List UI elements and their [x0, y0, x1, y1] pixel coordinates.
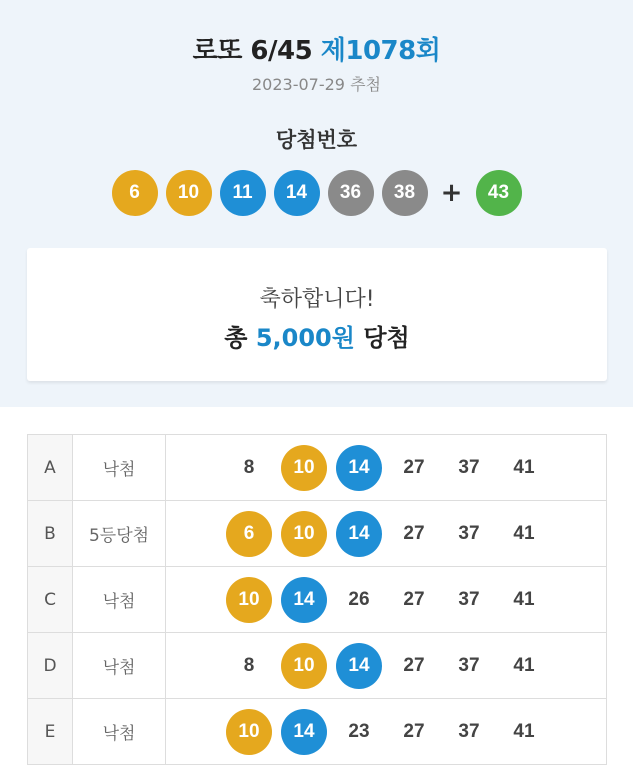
ticket-number: 27 [403, 457, 425, 478]
ticket-number: 14 [281, 577, 327, 623]
ticket-number: 8 [243, 457, 255, 478]
table-row [27, 633, 607, 699]
result-card [27, 248, 607, 381]
ticket-number: 14 [336, 511, 382, 557]
game-name: 로또 6/45 [192, 36, 313, 66]
winning-ball: 11 [220, 170, 266, 216]
winning-numbers [0, 170, 633, 216]
ticket-number: 27 [403, 655, 425, 676]
plus-icon: + [440, 178, 463, 208]
bonus-ball: 43 [476, 170, 522, 216]
ticket-number: 6 [226, 511, 272, 557]
ticket-numbers [166, 567, 607, 632]
winning-numbers-label: 당첨번호 [275, 128, 358, 152]
winning-ball: 10 [166, 170, 212, 216]
winning-ball: 36 [328, 170, 374, 216]
ticket-letter: C [27, 567, 73, 632]
ticket-number: 41 [513, 721, 535, 742]
ticket-result: 낙첨 [73, 567, 166, 632]
ticket-letter: E [27, 699, 73, 764]
ticket-number: 41 [513, 589, 535, 610]
ticket-result: 낙첨 [73, 633, 166, 698]
prize-summary [27, 318, 607, 353]
ticket-numbers [166, 435, 607, 500]
ticket-result: 낙첨 [73, 435, 166, 500]
table-row [27, 501, 607, 567]
ticket-result: 낙첨 [73, 699, 166, 764]
ticket-results-table [27, 434, 607, 765]
table-row [27, 567, 607, 633]
winning-ball: 38 [382, 170, 428, 216]
ticket-number: 37 [458, 589, 480, 610]
ticket-number: 37 [458, 721, 480, 742]
congrats-message: 축하합니다! [259, 287, 375, 312]
ticket-result: 5등당첨 [73, 501, 166, 566]
ticket-number: 27 [403, 589, 425, 610]
prize-amount: 5,000원 [255, 324, 355, 352]
winning-ball: 6 [112, 170, 158, 216]
ticket-letter: A [27, 435, 73, 500]
ticket-number: 41 [513, 655, 535, 676]
ticket-number: 10 [226, 577, 272, 623]
ticket-numbers [166, 501, 607, 566]
ticket-number: 37 [458, 457, 480, 478]
ticket-letter: B [27, 501, 73, 566]
ticket-number: 41 [513, 457, 535, 478]
ticket-number: 37 [458, 523, 480, 544]
ticket-number: 23 [348, 721, 370, 742]
ticket-number: 37 [458, 655, 480, 676]
ticket-number: 10 [281, 643, 327, 689]
draw-date: 2023-07-29 추첨 [252, 75, 381, 94]
table-row [27, 435, 607, 501]
ticket-number: 26 [348, 589, 370, 610]
prize-suffix: 당첨 [363, 324, 410, 352]
winning-ball: 14 [274, 170, 320, 216]
ticket-number: 27 [403, 523, 425, 544]
ticket-number: 14 [336, 445, 382, 491]
ticket-number: 8 [243, 655, 255, 676]
table-row [27, 699, 607, 765]
prize-prefix: 총 [224, 324, 248, 352]
page-title [0, 30, 633, 67]
ticket-numbers [166, 633, 607, 698]
ticket-number: 27 [403, 721, 425, 742]
ticket-number: 41 [513, 523, 535, 544]
round-number: 제1078회 [320, 36, 441, 66]
ticket-number: 14 [336, 643, 382, 689]
ticket-number: 14 [281, 709, 327, 755]
ticket-number: 10 [281, 445, 327, 491]
ticket-number: 10 [226, 709, 272, 755]
ticket-letter: D [27, 633, 73, 698]
ticket-numbers [166, 699, 607, 764]
ticket-number: 10 [281, 511, 327, 557]
